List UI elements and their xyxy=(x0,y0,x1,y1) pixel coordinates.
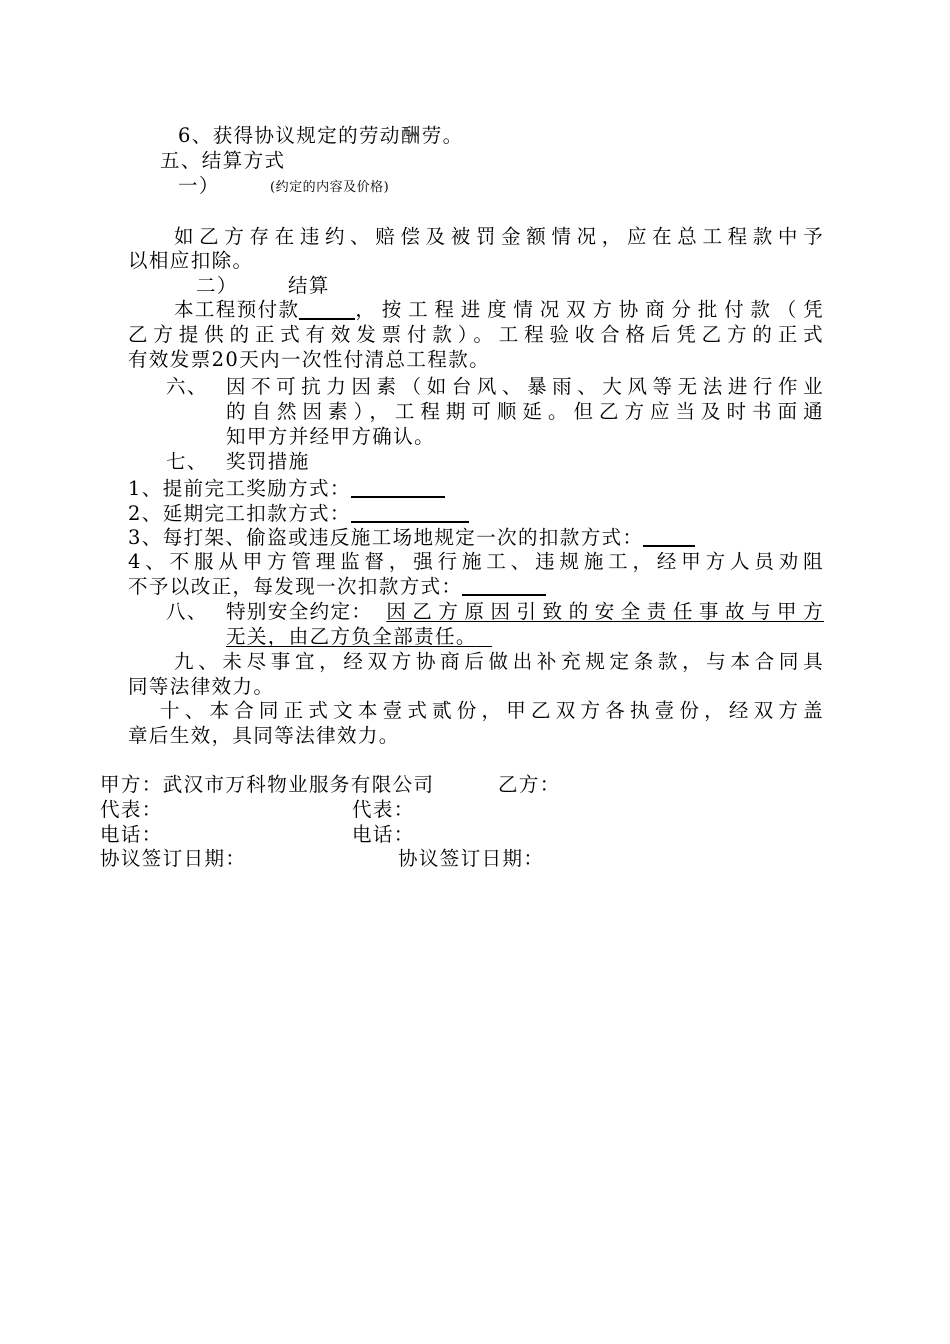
section-7-label: 七、 xyxy=(166,450,208,473)
safety-clause-line-1: 因乙方原因引致的安全责任事故与甲方 xyxy=(386,600,824,623)
safety-clause-line-2: 无关，由乙方负全部责任。 xyxy=(226,625,477,648)
party-a-sign-date: 协议签订日期： xyxy=(100,847,247,870)
section-8-line-2 xyxy=(226,625,492,649)
para-deduct-line-2: 以相应扣除。 xyxy=(128,249,254,272)
section-6-line-2: 的自然因素），工程期可顺延。但乙方应当及时书面通 xyxy=(226,400,824,423)
party-a-representative: 代表： xyxy=(100,798,163,821)
section-5-heading: 五、结算方式 xyxy=(160,149,286,172)
sub-2-label: 二） xyxy=(196,274,238,297)
section-8-label: 八、 xyxy=(166,600,208,623)
section-9-line-2: 同等法律效力。 xyxy=(128,675,275,698)
reward-3-blank xyxy=(643,525,695,547)
party-b-sign-date: 协议签订日期： xyxy=(398,847,545,870)
payment-advance-label: 本工程预付款 xyxy=(174,298,300,321)
item-6: 6、获得协议规定的劳动酬劳。 xyxy=(178,124,464,147)
section-10-line-2: 章后生效，具同等法律效力。 xyxy=(128,724,400,747)
section-6-line-3: 知甲方并经甲方确认。 xyxy=(226,425,436,448)
reward-item-2: 2、延期完工扣款方式： xyxy=(128,501,469,526)
section-8-title: 特别安全约定： xyxy=(226,600,373,623)
section-6-label: 六、 xyxy=(166,375,208,398)
sub-1-label: 一） xyxy=(178,174,220,197)
party-b-phone: 电话： xyxy=(352,823,415,846)
reward-1-blank xyxy=(351,476,445,498)
advance-payment-blank xyxy=(299,298,355,320)
reward-4-blank xyxy=(462,574,546,596)
section-6-line-1: 因不可抗力因素（如台风、暴雨、大风等无法进行作业 xyxy=(226,375,824,398)
payment-line-1 xyxy=(174,298,824,322)
section-10-line-1: 十、本合同正式文本壹式贰份，甲乙双方各执壹份，经双方盖 xyxy=(160,699,824,722)
party-b-representative: 代表： xyxy=(352,798,415,821)
section-9-line-1: 九、未尽事宜，经双方协商后做出补充规定条款，与本合同具 xyxy=(174,650,824,673)
reward-item-4-line-2: 不予以改正，每发现一次扣款方式： xyxy=(128,574,546,599)
payment-terms-text: ，按工程进度情况双方协商分批付款（凭 xyxy=(355,298,824,321)
section-8-line-1 xyxy=(226,600,824,624)
section-7-title: 奖罚措施 xyxy=(226,450,310,473)
reward-item-3: 3、每打架、偷盗或违反施工场地规定一次的扣款方式： xyxy=(128,525,695,550)
reward-item-4-line-1: 4、不服从甲方管理监督，强行施工、违规施工，经甲方人员劝阻 xyxy=(128,550,824,573)
payment-line-3: 有效发票20天内一次性付清总工程款。 xyxy=(128,348,491,371)
sub-1-note: (约定的内容及价格) xyxy=(270,180,390,195)
para-deduct-line-1: 如乙方存在违约、赔偿及被罚金额情况，应在总工程款中予 xyxy=(174,225,824,248)
party-a-name: 甲方：武汉市万科物业服务有限公司 xyxy=(100,773,435,796)
party-b-label: 乙方： xyxy=(498,773,561,796)
reward-item-1: 1、提前完工奖励方式： xyxy=(128,476,445,501)
sub-2-title: 结算 xyxy=(288,274,330,297)
payment-line-2: 乙方提供的正式有效发票付款）。工程验收合格后凭乙方的正式 xyxy=(128,323,824,346)
reward-2-blank xyxy=(351,501,469,523)
party-a-phone: 电话： xyxy=(100,823,163,846)
